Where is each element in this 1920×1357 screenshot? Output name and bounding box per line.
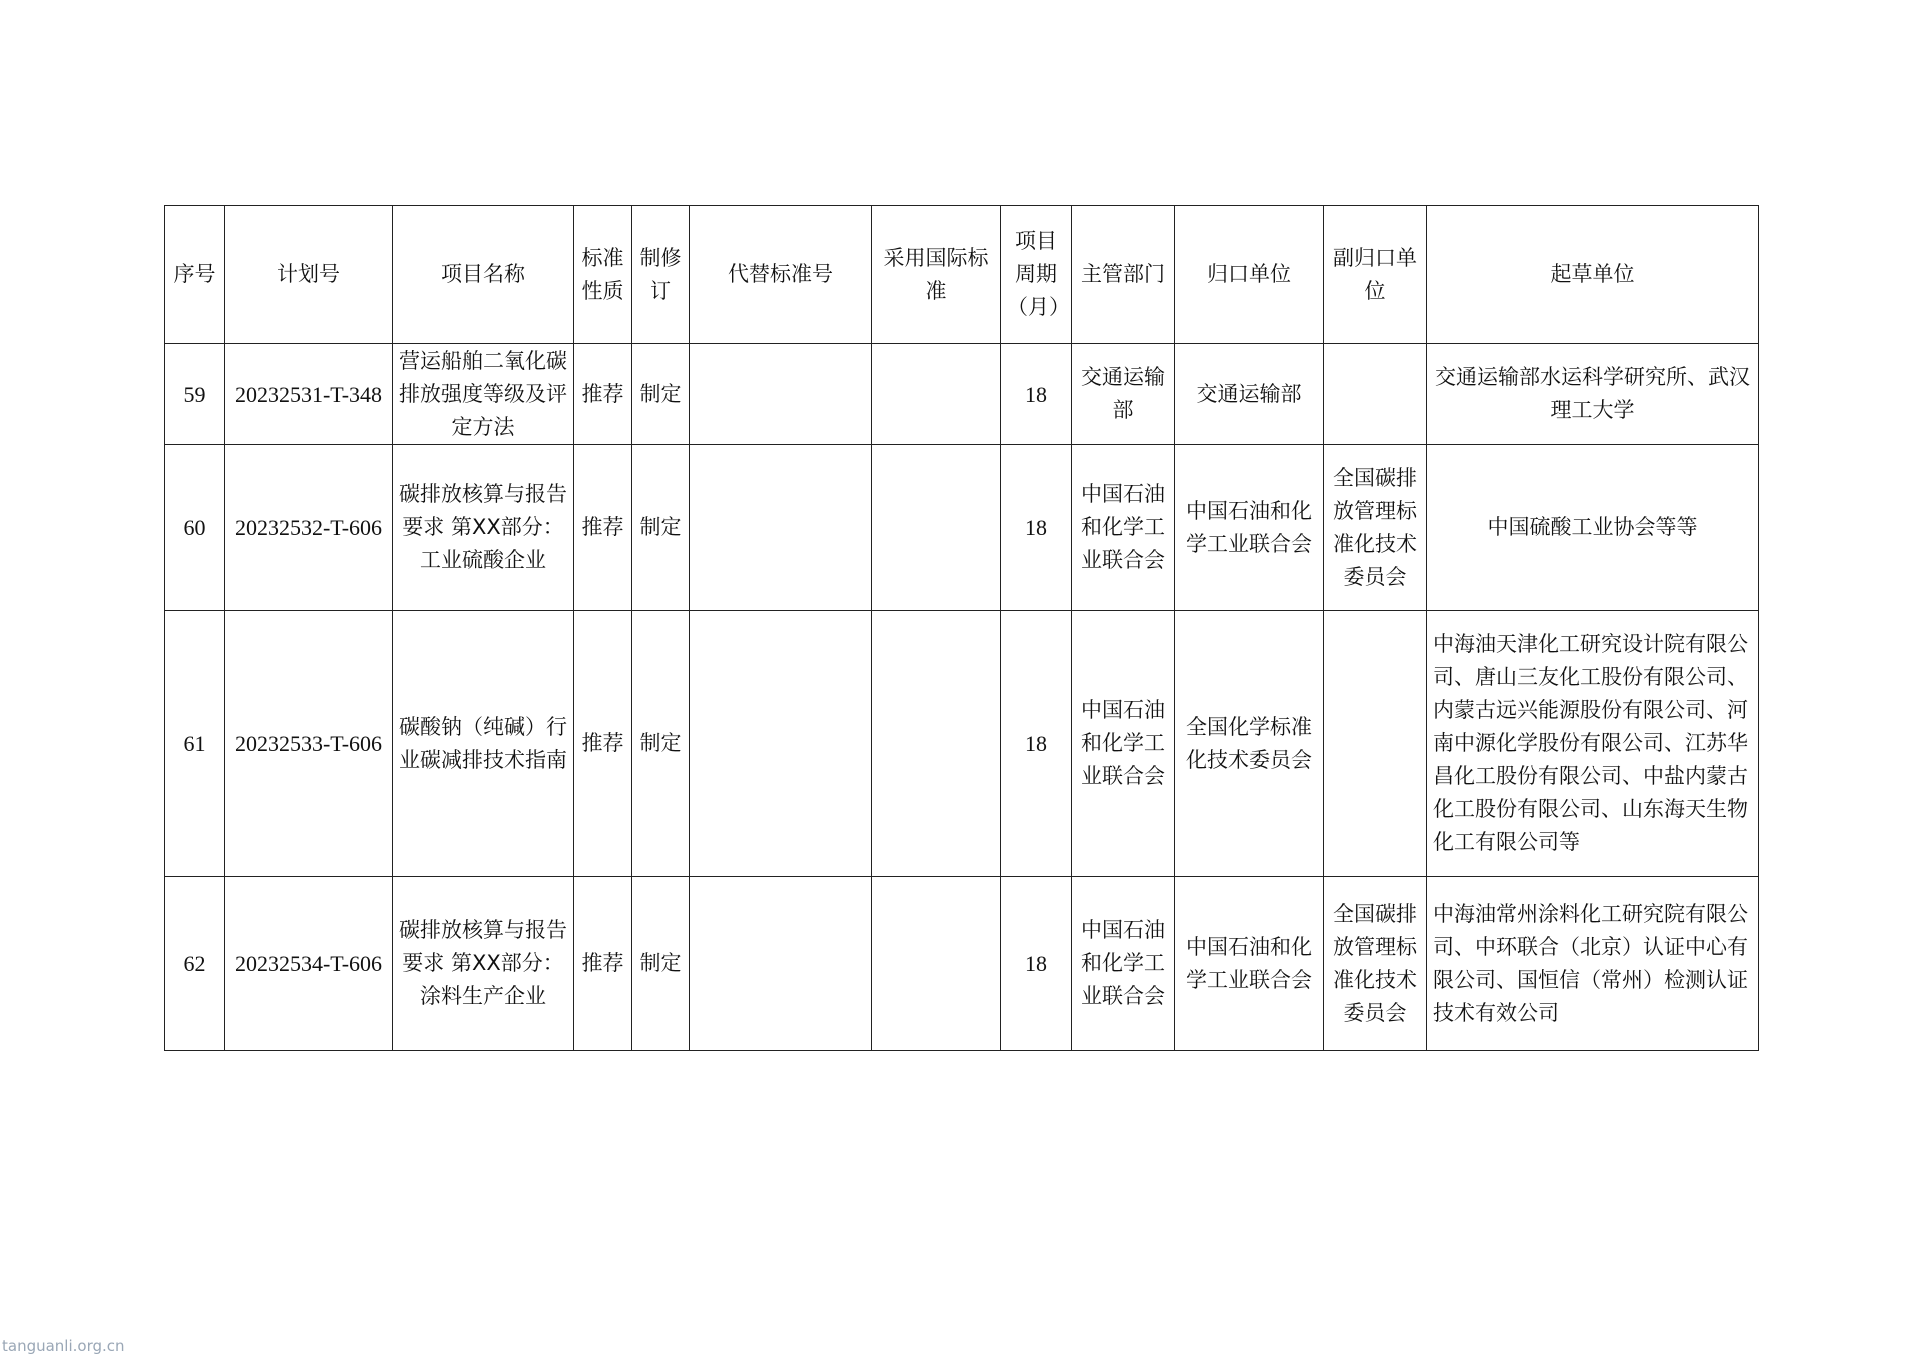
- header-subunit: 副归口单位: [1324, 206, 1427, 344]
- header-name: 项目名称: [393, 206, 574, 344]
- header-drafter: 起草单位: [1427, 206, 1759, 344]
- header-seq: 序号: [165, 206, 225, 344]
- watermark: tanguanli.org.cn: [2, 1337, 125, 1355]
- cell-drafter: 中国硫酸工业协会等等: [1427, 445, 1759, 611]
- cell-period: 18: [1001, 344, 1072, 445]
- header-row: [165, 206, 1759, 344]
- cell-replace: [690, 344, 872, 445]
- cell-period: 18: [1001, 445, 1072, 611]
- cell-dept: 中国石油和化学工业联合会: [1072, 445, 1175, 611]
- cell-unit: 中国石油和化学工业联合会: [1175, 445, 1324, 611]
- cell-seq: 62: [165, 877, 225, 1051]
- cell-name: 碳排放核算与报告要求 第XX部分：工业硫酸企业: [393, 445, 574, 611]
- cell-plan: 20232533-T-606: [225, 611, 393, 877]
- cell-revision: 制定: [632, 445, 690, 611]
- cell-replace: [690, 445, 872, 611]
- header-intl: 采用国际标准: [872, 206, 1001, 344]
- cell-nature: 推荐: [574, 445, 632, 611]
- cell-nature: 推荐: [574, 611, 632, 877]
- cell-drafter: 中海油常州涂料化工研究院有限公司、中环联合（北京）认证中心有限公司、国恒信（常州）检测认证技术有效公司: [1427, 877, 1759, 1051]
- cell-drafter: 交通运输部水运科学研究所、武汉理工大学: [1427, 344, 1759, 445]
- cell-seq: 60: [165, 445, 225, 611]
- cell-name: 碳酸钠（纯碱）行业碳减排技术指南: [393, 611, 574, 877]
- cell-name: 营运船舶二氧化碳排放强度等级及评定方法: [393, 344, 574, 445]
- cell-dept: 中国石油和化学工业联合会: [1072, 611, 1175, 877]
- cell-replace: [690, 877, 872, 1051]
- header-period: 项目周期（月）: [1001, 206, 1072, 344]
- table-row: [165, 611, 1759, 877]
- header-replace: 代替标准号: [690, 206, 872, 344]
- cell-period: 18: [1001, 877, 1072, 1051]
- cell-dept: 中国石油和化学工业联合会: [1072, 877, 1175, 1051]
- cell-subunit: 全国碳排放管理标准化技术委员会: [1324, 877, 1427, 1051]
- cell-plan: 20232531-T-348: [225, 344, 393, 445]
- header-unit: 归口单位: [1175, 206, 1324, 344]
- cell-revision: 制定: [632, 611, 690, 877]
- cell-subunit: 全国碳排放管理标准化技术委员会: [1324, 445, 1427, 611]
- table-row: [165, 344, 1759, 445]
- header-revision: 制修订: [632, 206, 690, 344]
- cell-seq: 61: [165, 611, 225, 877]
- header-plan: 计划号: [225, 206, 393, 344]
- cell-intl: [872, 344, 1001, 445]
- cell-intl: [872, 445, 1001, 611]
- cell-nature: 推荐: [574, 877, 632, 1051]
- cell-unit: 全国化学标准化技术委员会: [1175, 611, 1324, 877]
- cell-plan: 20232532-T-606: [225, 445, 393, 611]
- cell-dept: 交通运输部: [1072, 344, 1175, 445]
- cell-subunit: [1324, 344, 1427, 445]
- cell-intl: [872, 877, 1001, 1051]
- cell-name: 碳排放核算与报告要求 第XX部分：涂料生产企业: [393, 877, 574, 1051]
- cell-unit: 中国石油和化学工业联合会: [1175, 877, 1324, 1051]
- cell-drafter: 中海油天津化工研究设计院有限公司、唐山三友化工股份有限公司、内蒙古远兴能源股份有限公司、河南中源化学股份有限公司、江苏华昌化工股份有限公司、中盐内蒙古化工股份有限公司、山东海天生物化工有限公司等: [1427, 611, 1759, 877]
- cell-seq: 59: [165, 344, 225, 445]
- table-row: [165, 445, 1759, 611]
- cell-replace: [690, 611, 872, 877]
- cell-revision: 制定: [632, 877, 690, 1051]
- header-nature: 标准性质: [574, 206, 632, 344]
- cell-revision: 制定: [632, 344, 690, 445]
- cell-nature: 推荐: [574, 344, 632, 445]
- cell-plan: 20232534-T-606: [225, 877, 393, 1051]
- header-dept: 主管部门: [1072, 206, 1175, 344]
- cell-unit: 交通运输部: [1175, 344, 1324, 445]
- cell-period: 18: [1001, 611, 1072, 877]
- cell-subunit: [1324, 611, 1427, 877]
- table-row: [165, 877, 1759, 1051]
- cell-intl: [872, 611, 1001, 877]
- standards-table: [164, 205, 1759, 1051]
